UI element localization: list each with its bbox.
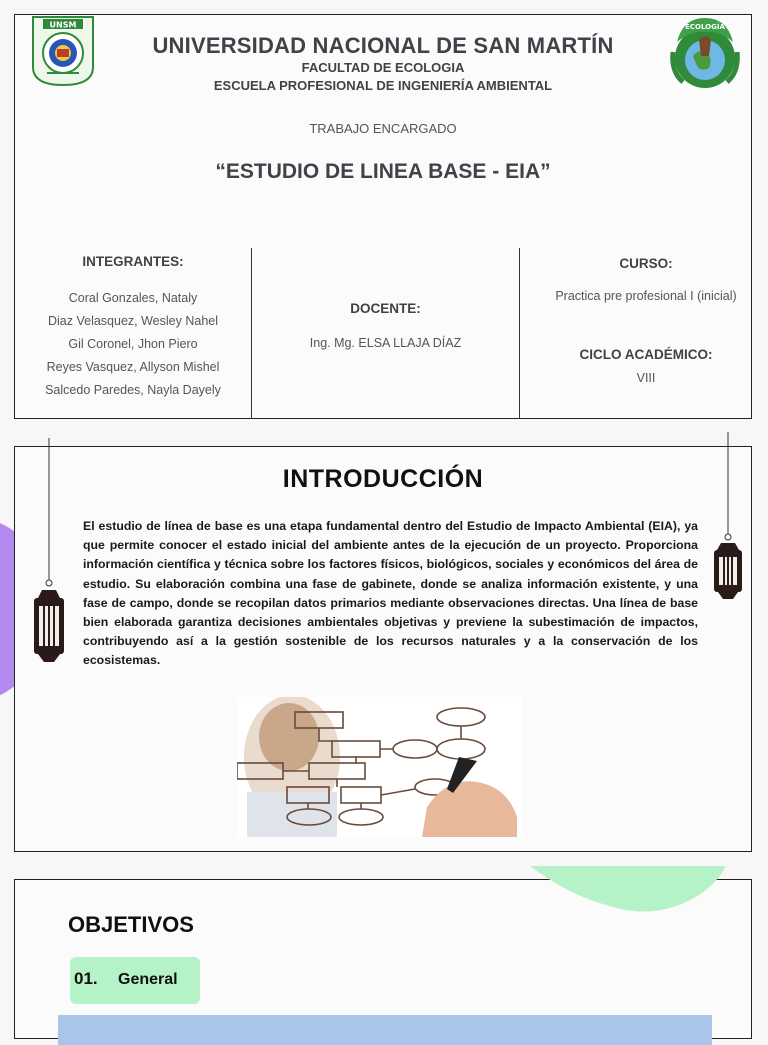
objectives-title: OBJETIVOS — [68, 912, 194, 937]
members-column — [15, 254, 251, 402]
unsm-logo-text: UNSM — [49, 20, 77, 30]
course-column — [520, 256, 768, 385]
introduction-title: INTRODUCCIÓN — [282, 465, 484, 493]
objective-general-tag — [70, 957, 200, 1004]
course-heading: CURSO: — [619, 256, 673, 271]
course-value: Practica pre profesional I (inicial) — [555, 289, 737, 303]
hanging-lamp-right — [705, 432, 751, 617]
member-name: Coral Gonzales, Nataly — [68, 291, 198, 305]
school-name: ESCUELA PROFESIONAL DE INGENIERÍA AMBIENTAL — [213, 78, 553, 93]
cycle-heading: CICLO ACADÉMICO: — [579, 347, 713, 362]
blue-bar-decoration — [58, 1015, 712, 1045]
introduction-text: El estudio de línea de base es una etapa fundamental dentro del Estudio de Impacto Ambiental (EIA), ya que permite conocer el estado inicial del ambiente antes de la ejecución de un proyecto. Proporciona información científica y técnica sobre los factores físicos, biológicos, sociales y económicos del área de estudio. Su elaboración combina una fase de gabinete, donde se analiza información existente, y una fase de campo, donde se recopilan datos primarios mediante observaciones directas. Una línea de base bien elaborada garantiza decisiones ambientales objetivas y previene la subestimación de impactos, contribuyendo así a la gestión sostenible de los recursos naturales y a la conservación de los ecosistemas. — [83, 519, 698, 668]
teacher-heading: DOCENTE: — [350, 301, 421, 316]
member-name: Diaz Velasquez, Wesley Nahel — [48, 314, 218, 328]
flowchart-drawing-photo — [237, 697, 522, 837]
cover-panel — [14, 14, 752, 419]
work-type: TRABAJO ENCARGADO — [309, 121, 457, 136]
teacher-name: Ing. Mg. ELSA LLAJA DÍAZ — [309, 336, 462, 350]
teacher-column — [252, 301, 519, 350]
ecologia-logo-text: ECOLOGÍA — [685, 23, 725, 31]
document-title: “ESTUDIO DE LINEA BASE - EIA” — [215, 160, 551, 183]
member-name: Reyes Vasquez, Allyson Mishel — [46, 360, 220, 374]
cycle-value: VIII — [636, 371, 656, 385]
faculty-name: FACULTAD DE ECOLOGIA — [301, 60, 465, 75]
members-heading: INTEGRANTES: — [82, 254, 184, 269]
member-name: Salcedo Paredes, Nayla Dayely — [45, 383, 221, 397]
objective-label: General — [118, 971, 178, 988]
hanging-lamp-left — [26, 438, 72, 673]
objective-number: 01. — [74, 969, 98, 988]
introduction-panel — [14, 446, 752, 852]
green-blob-decoration — [530, 866, 730, 919]
member-name: Gil Coronel, Jhon Piero — [68, 337, 198, 351]
university-name: UNIVERSIDAD NACIONAL DE SAN MARTÍN — [152, 33, 614, 58]
